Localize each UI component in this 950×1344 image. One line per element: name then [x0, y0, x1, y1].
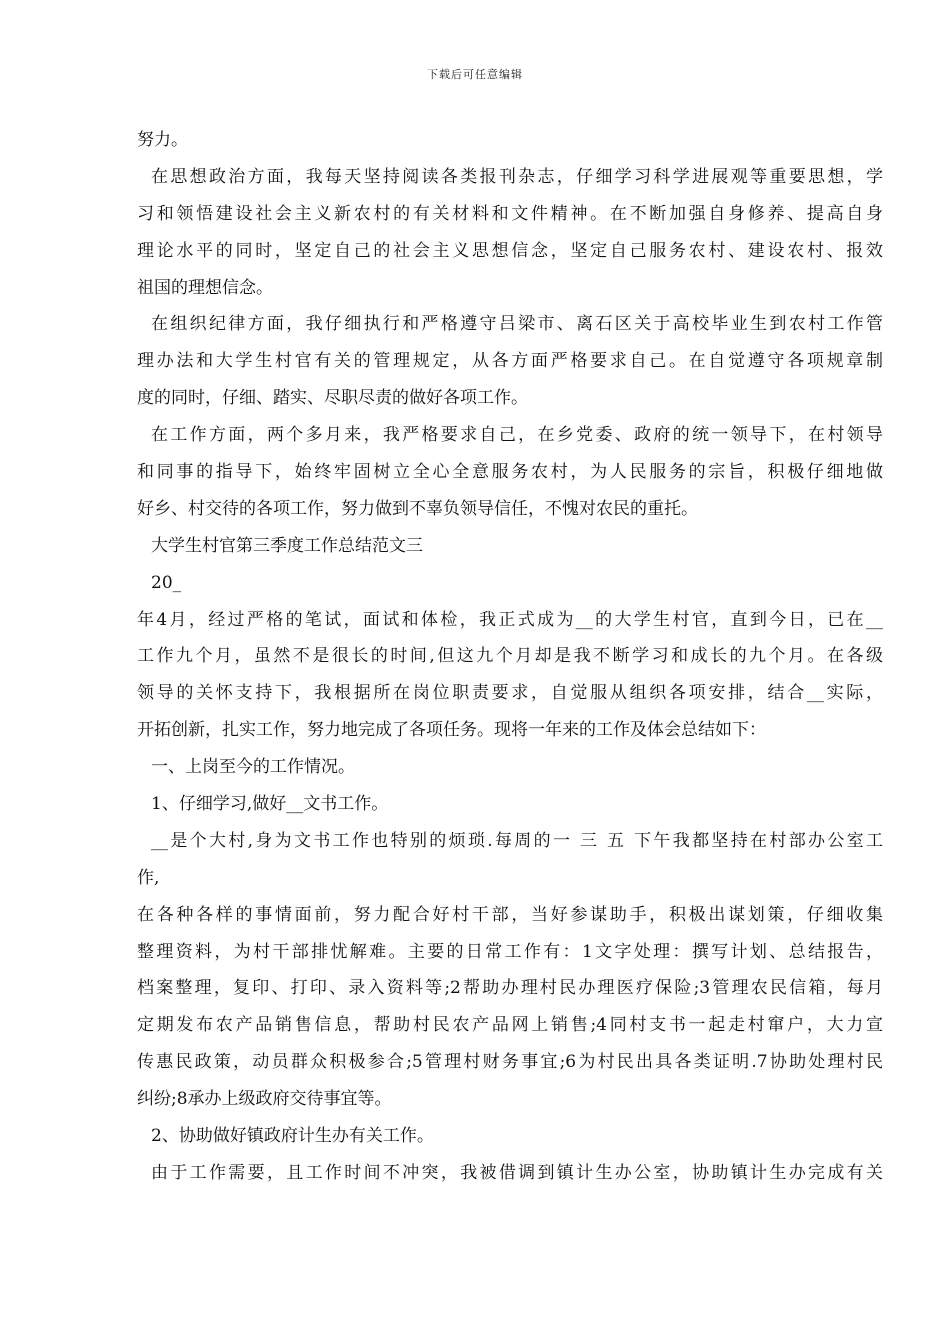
text-line: 传惠民政策，动员群众积极参合;5管理村财务事宜;6为村民出具各类证明.7协助处理村民 [137, 1052, 883, 1073]
text-line: 年4月，经过严格的笔试，面试和体检，我正式成为__的大学生村官，直到今日，已在__ [137, 609, 883, 630]
text-line: 作, [137, 867, 160, 888]
text-line: 祖国的理想信念。 [137, 277, 273, 298]
text-line: 纠纷;8承办上级政府交待事宜等。 [137, 1089, 392, 1110]
text-line: 工作九个月，虽然不是很长的时间,但这九个月却是我不断学习和成长的九个月。在各级 [137, 646, 883, 667]
text-line: 档案整理，复印、打印、录入资料等;2帮助办理村民办理医疗保险;3管理农民信箱，每月 [137, 978, 883, 999]
text-line: 在工作方面，两个多月来，我严格要求自己，在乡党委、政府的统一领导下，在村领导 [151, 425, 883, 446]
text-line: 在各种各样的事情面前，努力配合好村干部，当好参谋助手，积极出谋划策，仔细收集 [137, 904, 883, 925]
text-line: 整理资料，为村干部排忧解难。主要的日常工作有：1文字处理：撰写计划、总结报告， [137, 941, 883, 962]
section-heading: 一、上岗至今的工作情况。 [151, 757, 355, 778]
text-line: 习和领悟建设社会主义新农村的有关材料和文件精神。在不断加强自身修养、提高自身 [137, 203, 883, 224]
text-line: 20_ [151, 572, 182, 593]
text-line: 由于工作需要，且工作时间不冲突，我被借调到镇计生办公室，协助镇计生办完成有关 [151, 1162, 883, 1183]
page-header: 下载后可任意编辑 [427, 68, 523, 81]
text-line: 好乡、村交待的各项工作，努力做到不辜负领导信任，不愧对农民的重托。 [137, 498, 698, 519]
section-heading: 大学生村官第三季度工作总结范文三 [151, 535, 423, 556]
text-line: 领导的关怀支持下，我根据所在岗位职责要求，自觉服从组织各项安排，结合__实际， [137, 683, 883, 704]
text-line: 定期发布农产品销售信息，帮助村民农产品网上销售;4同村支书一起走村窜户，大力宣 [137, 1015, 883, 1036]
text-line: 理论水平的同时，坚定自己的社会主义思想信念，坚定自己服务农村、建设农村、报效 [137, 240, 883, 261]
text-line: 开拓创新，扎实工作，努力地完成了各项任务。现将一年来的工作及体会总结如下： [137, 720, 766, 741]
subsection-heading: 1、仔细学习,做好__文书工作。 [151, 794, 389, 815]
text-line: 度的同时，仔细、踏实、尽职尽责的做好各项工作。 [137, 388, 528, 409]
text-line: 努力。 [137, 130, 188, 150]
text-line: 在组织纪律方面，我仔细执行和严格遵守吕梁市、离石区关于高校毕业生到农村工作管 [151, 314, 883, 335]
text-line: __是个大村,身为文书工作也特别的烦琐.每周的一 三 五 下午我都坚持在村部办公室工 [151, 830, 883, 851]
text-line: 理办法和大学生村官有关的管理规定，从各方面严格要求自己。在自觉遵守各项规章制 [137, 351, 883, 372]
text-line: 和同事的指导下，始终牢固树立全心全意服务农村，为人民服务的宗旨，积极仔细地做 [137, 462, 883, 483]
document-body [137, 122, 883, 1192]
text-line: 在思想政治方面，我每天坚持阅读各类报刊杂志，仔细学习科学进展观等重要思想，学 [151, 166, 883, 187]
subsection-heading: 2、协助做好镇政府计生办有关工作。 [151, 1126, 434, 1147]
